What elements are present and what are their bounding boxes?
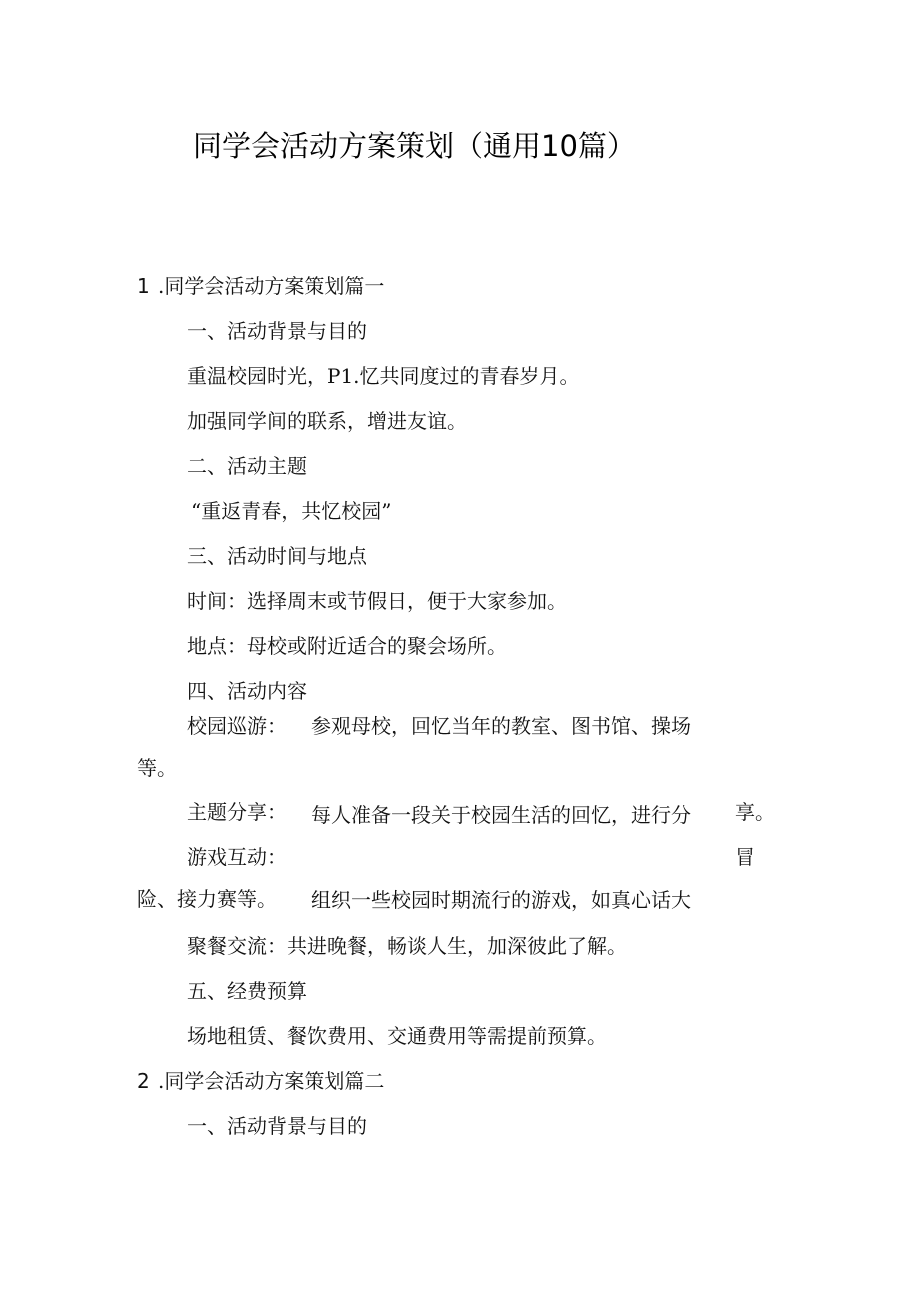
game-continuation: 险、接力赛等。 [137,887,277,911]
heading-background: 一、活动背景与目的 [187,319,367,343]
heading-time-place: 三、活动时间与地点 [187,544,367,568]
theme-text: “重返青春，共忆校园” [191,499,392,523]
tour-label: 校园巡游： [187,714,287,738]
background-paragraph-2: 加强同学间的联系，增进友谊。 [187,409,467,433]
budget-text: 场地租赁、餐饮费用、交通费用等需提前预算。 [187,1024,607,1048]
game-label: 游戏互动： [187,845,287,869]
section-2-number: 2 [137,1069,150,1093]
game-tail-char: 冒 [735,845,755,869]
tour-text: 参观母校，回忆当年的教室、图书馆、操场 [311,714,691,738]
game-text: 组织一些校园时期流行的游戏，如真心话大 [311,888,691,912]
heading-budget: 五、经费预算 [187,979,307,1003]
share-tail: 享。 [735,800,775,824]
time-text: 时间：选择周末或节假日，便于大家参加。 [187,589,567,613]
section-2-heading-background: 一、活动背景与目的 [187,1114,367,1138]
share-label: 主题分享： [187,800,287,824]
heading-content: 四、活动内容 [187,679,307,703]
place-text: 地点：母校或附近适合的聚会场所。 [187,634,507,658]
share-text: 每人准备一段关于校园生活的回忆，进行分 [311,803,691,827]
heading-theme: 二、活动主题 [187,454,307,478]
tour-tail: 等。 [137,756,177,780]
section-1-heading: .同学会活动方案策划篇一 [158,274,385,298]
dinner-text: 聚餐交流：共进晚餐，畅谈人生，加深彼此了解。 [187,934,627,958]
background-paragraph-1: 重温校园时光，P1.忆共同度过的青春岁月。 [187,364,580,388]
section-1-number: 1 [137,274,150,298]
section-2-heading: .同学会活动方案策划篇二 [158,1069,385,1093]
page-title: 同学会活动方案策划（通用10篇） [193,129,636,163]
